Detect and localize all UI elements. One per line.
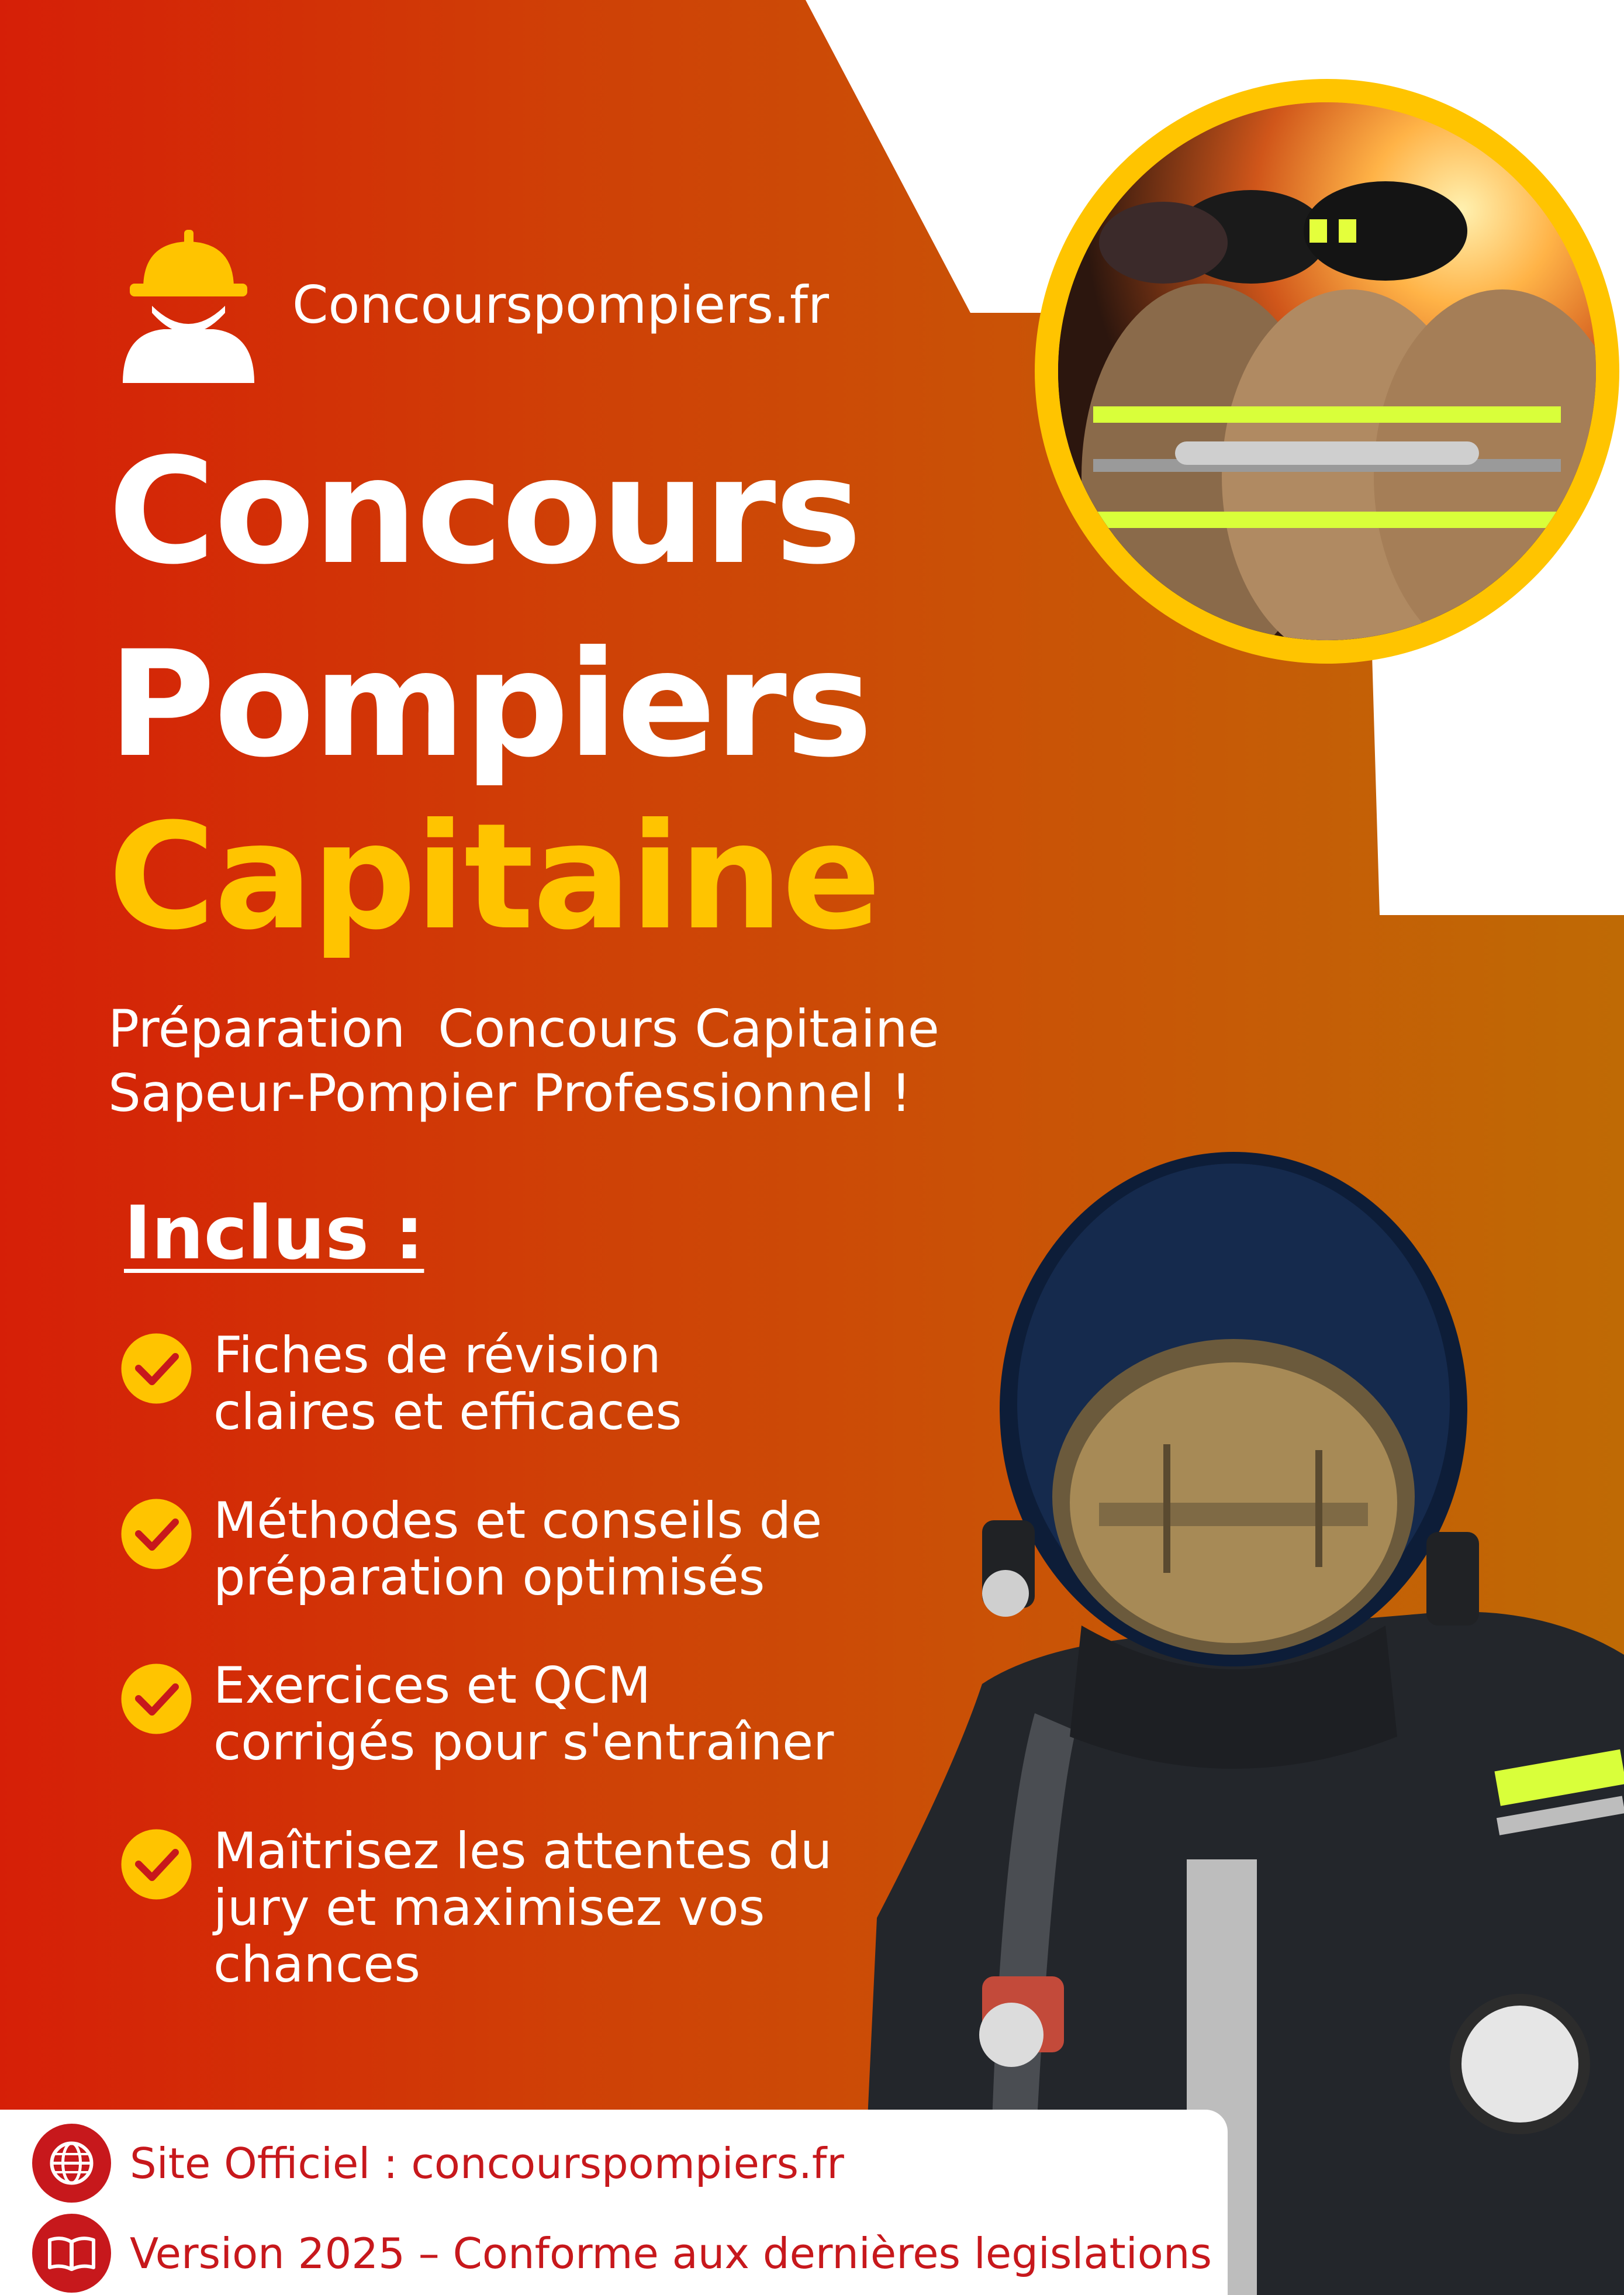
feature-text (213, 1493, 822, 1606)
feature-line: Fiches de révision (213, 1326, 661, 1385)
feature-line: Maîtrisez les attentes du (213, 1822, 832, 1880)
feature-text (213, 1658, 834, 1771)
check-circle-icon (120, 1332, 193, 1405)
feature-line: jury et maximisez vos (213, 1879, 765, 1937)
footer (0, 2110, 1228, 2295)
title-line-3: Capitaine (108, 792, 880, 962)
firefighters-illustration (1058, 102, 1596, 640)
subtitle-line-1: Préparation Concours Capitaine (108, 999, 939, 1059)
feature-text (213, 1823, 832, 1993)
firefighter-helmet-logo-icon (117, 225, 260, 389)
feature-line: corrigés pour s'entraîner (213, 1713, 834, 1772)
feature-line: préparation optimisés (213, 1548, 765, 1607)
check-circle-icon (120, 1828, 193, 1901)
firefighters-team-photo (1058, 102, 1596, 640)
globe-icon (32, 2124, 111, 2203)
feature-line: Exercices et QCM (213, 1656, 651, 1715)
feature-text (213, 1327, 682, 1441)
brand-name: Concourspompiers.fr (292, 275, 830, 335)
subtitle-line-2: Sapeur-Pompier Professionnel ! (108, 1063, 912, 1123)
footer-version-row (32, 2214, 1212, 2293)
footer-site-row (32, 2124, 844, 2203)
footer-site-link[interactable]: Site Officiel : concourspompiers.fr (130, 2138, 844, 2188)
feature-line: claires et efficaces (213, 1383, 682, 1441)
included-heading: Inclus : (124, 1190, 424, 1276)
feature-line: chances (213, 1935, 420, 1994)
feature-line: Méthodes et conseils de (213, 1492, 823, 1550)
check-circle-icon (120, 1662, 193, 1735)
title-line-1: Concours (108, 426, 861, 596)
title-line-2: Pompiers (108, 619, 872, 789)
check-circle-icon (120, 1497, 193, 1571)
book-icon (32, 2214, 111, 2293)
footer-version-text: Version 2025 – Conforme aux dernières legislations (130, 2228, 1212, 2278)
